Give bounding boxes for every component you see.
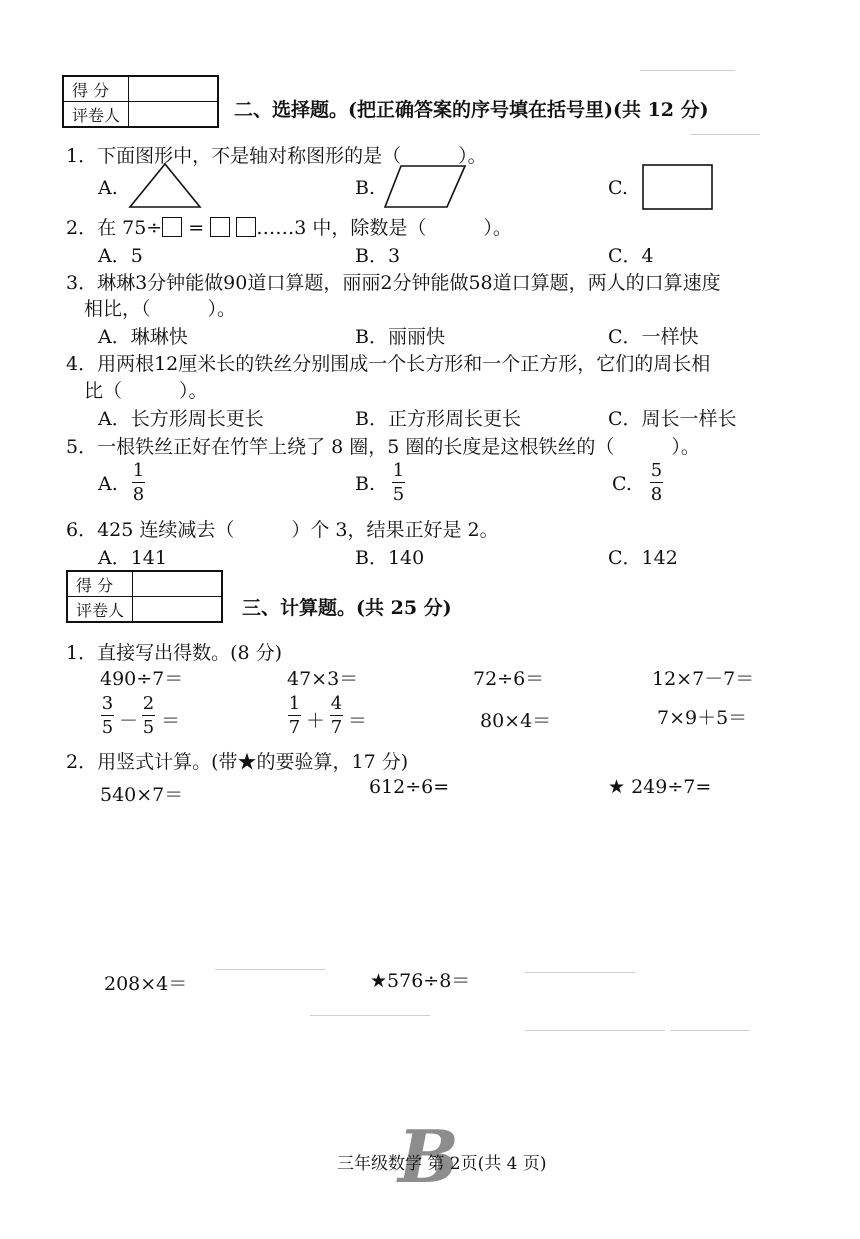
equals-sign: ＝ bbox=[348, 710, 368, 732]
equals-sign: ＝ bbox=[161, 710, 181, 732]
q6-option-c: C．142 bbox=[608, 547, 678, 569]
q2-blank-box-3 bbox=[236, 217, 256, 237]
q2-suffix: ……3 中，除数是（ ）。 bbox=[256, 217, 512, 239]
score-table-section3 bbox=[66, 570, 223, 623]
calc1-frac-a1 bbox=[101, 694, 114, 737]
fraction-numerator: 2 bbox=[142, 693, 155, 714]
calc2-problem-2: 612÷6= bbox=[369, 776, 450, 798]
q5-option-b-label: B. bbox=[355, 473, 376, 495]
q4-option-c: C．周长一样长 bbox=[608, 408, 737, 430]
fraction-denominator: 8 bbox=[132, 484, 145, 505]
q1-option-a-label: A. bbox=[98, 177, 118, 199]
question-4-line1: 4．用两根12厘米长的铁丝分别围成一个长方形和一个正方形，它们的周长相 bbox=[66, 353, 711, 375]
score-cell bbox=[129, 76, 219, 102]
section2-title: 二、选择题。(把正确答案的序号填在括号里)(共 12 分) bbox=[234, 99, 709, 121]
reviewer-label: 评卷人 bbox=[67, 597, 133, 623]
q3-option-c: C．一样快 bbox=[608, 326, 699, 348]
calc2-problem-5: ★576÷8＝ bbox=[370, 970, 471, 992]
q6-option-a: A．141 bbox=[98, 547, 167, 569]
q3-option-a: A．琳琳快 bbox=[98, 326, 188, 348]
calc1-item-4: 12×7－7＝ bbox=[652, 668, 755, 690]
calc1-item-7: 80×4＝ bbox=[480, 710, 552, 732]
plus-sign: ＋ bbox=[306, 710, 326, 732]
q2-blank-box-2 bbox=[210, 217, 230, 237]
score-label: 得 分 bbox=[67, 571, 133, 597]
fraction-numerator: 1 bbox=[132, 460, 145, 481]
score-table-section2 bbox=[62, 75, 219, 128]
q5-option-b-fraction bbox=[392, 461, 405, 504]
q4-option-a: A．长方形周长更长 bbox=[98, 408, 264, 430]
q1-option-c-label: C. bbox=[608, 177, 628, 199]
fraction-numerator: 1 bbox=[288, 693, 301, 714]
question-5: 5．一根铁丝正好在竹竿上绕了 8 圈，5 圈的长度是这根铁丝的（ ）。 bbox=[66, 436, 700, 458]
reviewer-cell bbox=[133, 597, 223, 623]
reviewer-cell bbox=[129, 102, 219, 128]
q1-option-b-label: B. bbox=[355, 177, 376, 199]
fraction-denominator: 7 bbox=[288, 717, 301, 738]
calc1-item-3: 72÷6＝ bbox=[473, 668, 545, 690]
calc2-problem-3: ★ 249÷7= bbox=[608, 776, 712, 798]
q2-option-c: C．4 bbox=[608, 245, 654, 267]
q6-option-b: B．140 bbox=[355, 547, 425, 569]
score-cell bbox=[133, 571, 223, 597]
calc1-frac-a2 bbox=[142, 694, 155, 737]
minus-sign: － bbox=[119, 710, 139, 732]
q2-option-b: B．3 bbox=[355, 245, 401, 267]
q5-option-c-label: C. bbox=[612, 473, 632, 495]
q4-option-b: B．正方形周长更长 bbox=[355, 408, 521, 430]
calc2-heading: 2．用竖式计算。(带★的要验算，17 分) bbox=[66, 751, 409, 773]
page-footer: 三年级数学 第 2页(共 4 页) bbox=[337, 1154, 547, 1174]
calc1-item-1: 490÷7＝ bbox=[100, 668, 184, 690]
score-label: 得 分 bbox=[63, 76, 129, 102]
q2-blank-box-1 bbox=[162, 217, 182, 237]
calc1-item-8: 7×9＋5＝ bbox=[657, 707, 748, 729]
calc1-heading: 1．直接写出得数。(8 分) bbox=[66, 642, 283, 664]
q1-option-b-parallelogram bbox=[383, 164, 467, 210]
q1-option-c-rectangle bbox=[641, 163, 715, 211]
question-3-line1: 3．琳琳3分钟能做90道口算题，丽丽2分钟能做58道口算题，两人的口算速度 bbox=[66, 272, 721, 294]
scan-mark bbox=[690, 134, 760, 135]
scan-mark bbox=[525, 972, 635, 973]
fraction-denominator: 8 bbox=[650, 484, 663, 505]
scan-mark bbox=[640, 70, 735, 71]
q2-prefix: 2．在 75÷ bbox=[66, 217, 163, 239]
q2-equals: = bbox=[182, 217, 211, 239]
question-3-line2: 相比，（ ）。 bbox=[84, 298, 237, 320]
question-2 bbox=[66, 213, 512, 240]
q5-option-a-fraction bbox=[132, 461, 145, 504]
fraction-denominator: 7 bbox=[330, 717, 343, 738]
calc2-problem-1: 540×7＝ bbox=[100, 784, 184, 806]
question-4-line2: 比（ ）。 bbox=[84, 380, 208, 402]
fraction-numerator: 5 bbox=[650, 460, 663, 481]
calc1-frac-b2 bbox=[330, 694, 343, 737]
section3-title: 三、计算题。(共 25 分) bbox=[242, 597, 452, 619]
reviewer-label: 评卷人 bbox=[63, 102, 129, 128]
scan-mark bbox=[670, 1030, 750, 1031]
calc2-problem-4: 208×4＝ bbox=[104, 973, 188, 995]
calc1-frac-b1 bbox=[288, 694, 301, 737]
fraction-denominator: 5 bbox=[392, 484, 405, 505]
question-6: 6．425 连续减去（ ）个 3，结果正好是 2。 bbox=[66, 519, 499, 541]
fraction-numerator: 4 bbox=[330, 693, 343, 714]
scan-mark bbox=[525, 1030, 665, 1031]
calc1-item-2: 47×3＝ bbox=[287, 668, 359, 690]
q3-option-b: B．丽丽快 bbox=[355, 326, 445, 348]
q5-option-a-label: A. bbox=[98, 473, 118, 495]
q2-option-a: A．5 bbox=[98, 245, 143, 267]
fraction-numerator: 1 bbox=[392, 460, 405, 481]
fraction-denominator: 5 bbox=[142, 717, 155, 738]
scan-mark bbox=[310, 1015, 430, 1016]
scan-mark bbox=[215, 969, 325, 970]
edition-logo: B bbox=[398, 1114, 459, 1199]
fraction-denominator: 5 bbox=[101, 717, 114, 738]
fraction-numerator: 3 bbox=[101, 693, 114, 714]
q5-option-c-fraction bbox=[650, 461, 663, 504]
q1-option-a-triangle bbox=[128, 162, 202, 210]
question-1: 1．下面图形中，不是轴对称图形的是（ ）。 bbox=[66, 145, 487, 167]
